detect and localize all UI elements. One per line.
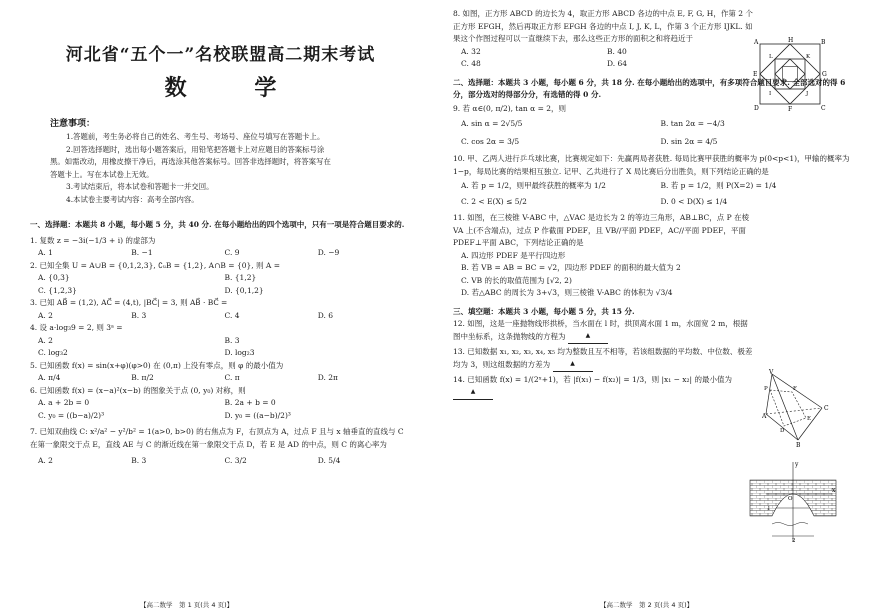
option: B. 3 [131,310,147,320]
vertex-label: D [780,428,785,434]
option: A. 2 [38,456,53,466]
question-options [453,178,860,210]
vertex-label: G [822,71,827,78]
vertex-label: L [769,54,773,60]
option: A. 2 [38,335,53,345]
question-stem: 11. 如图，在三棱锥 V-ABC 中，△VAC 是边长为 2 的等边三角形，AB⊥BC，点 P 在棱 VA 上(不含端点)，过点 P 作截面 PDEF，且 VB//平面 PDEF，AC//平面 PDEF，平面 PDEF⊥平面 ABC，下列结论正确的是 [453,213,750,247]
vertex-label: E [753,71,758,78]
option: D. 0 < D(X) ≤ 1/4 [660,197,728,206]
axis-label: y [795,461,799,468]
option: B. {1,2} [224,273,257,283]
option: A. 四边形 PDEF 是平行四边形 [461,250,566,260]
question-options [30,272,411,297]
option: D. 2π [317,373,338,383]
question-options [453,115,860,151]
answer-blank: ▲ [568,330,608,344]
option: A. 32 [461,46,481,56]
option: D. y₀ = ((a−b)/2)³ [224,410,291,420]
tetrahedron-figure [762,368,832,448]
question-stem: 1. 复数 z = −3i(−1/3 + i) 的虚部为 [30,235,156,245]
question-stem: 3. 已知 AB⃗ = (1,2), AC⃗ = (4,t), |BC⃗| = 3, 则 AB⃗ · BC⃗ = [30,298,228,308]
page-footer: 【高二数学 第 2 页(共 4 页)】 [600,601,694,609]
option: C. 4 [224,310,240,320]
option: C. VB 的长的取值范围为 [√2, 2) [461,275,572,285]
exam-title: 河北省“五个一”名校联盟高二期末考试 [65,45,376,65]
square-ijkl [775,59,805,89]
vertex-label: F [788,106,793,112]
vertex-label: D [754,105,759,112]
question-options [30,455,411,468]
option: C. π [224,373,240,383]
notice-item: 4.本试卷主要考试内容：高考全部内容。 [66,194,199,204]
option: A. sin α = 2√5/5 [461,119,523,128]
option: C. 9 [224,248,240,258]
notice-heading: 注意事项： [50,119,96,129]
question-stem: 4. 设 a·log₃9 = 2, 则 3ᵃ = [30,323,123,333]
option: C. 48 [461,59,481,68]
question-options [30,247,411,260]
option: B. 2a + b = 0 [224,398,276,408]
option: A. 若 p = 1/2，则甲最终获胜的概率为 1/2 [461,181,606,190]
vertex-label: A [762,413,767,420]
vertex-label: B [796,442,801,448]
inner-square [783,67,798,82]
arch-bridge-figure [748,458,838,548]
option: C. log₃2 [38,348,68,358]
question-options [30,397,411,422]
vertex-label: C [821,105,826,112]
question-text: 14. 已知函数 f(x) = 1/(2ˣ+1)，若 |f(x₁) − f(x₂)| = 1/3，则 |x₁ − x₂| 的最小值为 [453,374,732,384]
question-stem: 7. 已知双曲线 C: x²/a² − y²/b² = 1(a>0, b>0) 的右焦点为 F，右顶点为 A，过点 F 且与 x 轴垂直的直线与 C 在第一象限交于点 E，直线 AE 与 C 的渐近线在第一象限交于点 D，若 E 是 AD 的中点，则 C 的离心率为 [30,427,404,449]
option: D. 若△ABC 的周长为 3+√3，则三棱锥 V-ABC 的体积为 √3/4 [461,288,673,297]
option: C. y₀ = ((b−a)/2)³ [38,410,105,420]
option: B. 3 [224,335,240,345]
section-heading: 三、填空题：本题共 3 小题，每小题 5 分，共 15 分. [453,306,635,316]
question-stem: 6. 已知函数 f(x) = (x−a)²(x−b) 的图象关于点 (0, y₀) 对称，则 [30,385,246,395]
notice-item: 2.回答选择题时，选出每小题答案后，用铅笔把答题卡上对应题目的答案标号涂 [66,144,325,154]
question-stem: 2. 已知全集 U = A∪B = {0,1,2,3}, ∁ᵤB = {1,2}, A∩B = {0}, 则 A = [30,260,280,270]
question-stem [453,318,753,344]
question-options [30,310,411,323]
option: D. {0,1,2} [224,285,264,295]
option: B. 若 p = 1/2，则 P(X=2) = 1/4 [660,181,777,190]
answer-blank: ▲ [453,386,493,400]
option: C. 2 < E(X) ≤ 5/2 [461,197,527,206]
question-stem [453,374,753,400]
question-text: 13. 已知数据 x₁, x₂, x₃, x₄, x₅ 均为整数且互不相等，若该组数据的平均数、中位数、极差均为 3，则这组数据的方差为 [453,346,753,369]
question-stem: 5. 已知函数 f(x) = sin(x+φ)(φ>0) 在 (0,π) 上没有零点，则 φ 的最小值为 [30,360,284,370]
option: D. sin 2α = 4/5 [660,137,718,146]
vertex-label: F [793,386,797,392]
vertex-label: K [806,54,811,60]
notice-item: 1.答题前，考生务必将自己的姓名、考生号、考场号、座位号填写在答题卡上。 [66,132,325,141]
subject-title: 数 学 [164,75,307,101]
question-options [30,335,411,360]
notice-item: 黑。如需改动，用橡皮擦干净后，再选涂其他答案标号。回答非选择题时，将答案写在 [50,157,331,167]
question-stem [453,346,753,372]
question-options [453,46,753,71]
vertex-label: A [754,39,759,46]
question-options [30,372,411,385]
inner-square [775,59,805,89]
question-text: 12. 如图，这是一座抛物线形拱桥，当水面在 l 时，拱顶离水面 1 m，水面宽 2 m，根据图中坐标系，这条抛物线的方程为 [453,318,748,341]
option: D. 64 [607,59,628,68]
notice-item: 3.考试结束后，将本试卷和答题卡一并交回。 [66,182,214,192]
question-stem: 10. 甲、乙两人进行乒乓球比赛，比赛规定如下：先赢两局者获胜. 每局比赛甲获胜的概率为 p(0<p<1)，甲输的概率为 1−p，每局比赛的结果相互独立. 记甲、乙共进行了 X 局比赛后分出胜负，则下列结论正确的是 [453,154,850,176]
vertex-label: P [764,386,768,392]
option: A. {0,3} [38,273,70,283]
vertex-label: V [769,369,774,376]
axis-label: x [832,487,836,494]
option: B. 40 [607,46,627,56]
vertex-label: E [807,416,812,422]
question-stem: 8. 如图，正方形 ABCD 的边长为 4，取正方形 ABCD 各边的中点 E, F, G, H，作第 2 个正方形 EFGH，然后再取正方形 EFGH 各边的中点 I, J, K, L，作第 3 个正方形 IJKL. 如果这个作图过程可以一直继续下去，那么这些正方形的面积之和将趋近于 [453,9,753,43]
option: D. 5/4 [317,456,341,466]
question-options [453,250,753,300]
option: B. −1 [131,248,153,258]
option: B. tan 2α = −4/3 [660,119,725,128]
section-heading: 一、选择题：本题共 8 小题，每小题 5 分，共 40 分. 在每小题给出的四个选项中，只有一项是符合题目要求的. [30,219,405,229]
vertex-label: J [806,91,809,97]
option: A. π/4 [38,373,61,383]
option: D. log₂3 [224,348,255,358]
option: D. 6 [317,310,334,320]
option: C. cos 2α = 3/5 [461,137,520,146]
width-label: 2 [792,538,796,544]
option: C. 3/2 [224,456,247,466]
option: B. 若 VB = AB = BC = √2，四边形 PDEF 的面积的最大值为 2 [461,263,681,272]
origin-label: O [788,496,793,502]
option: B. π/2 [131,373,154,383]
notice [30,116,411,207]
option: C. {1,2,3} [38,285,77,295]
option: A. 1 [38,248,53,258]
water-label: l [768,506,770,512]
page-footer: 【高二数学 第 1 页(共 4 页)】 [140,601,234,609]
vertex-label: B [821,39,826,46]
option: A. 2 [38,310,53,320]
nested-squares-figure [752,36,828,112]
option: B. 3 [131,456,147,466]
section-heading: 二、选择题：本题共 3 小题，每小题 6 分，共 18 分. 在每小题给出的选项中，有多项符合题目要求. 全部选对的得 6 分，部分选对的得部分分，有选错的得 0 分. [453,77,846,99]
notice-item: 答题卡上。写在本试卷上无效。 [50,169,154,179]
option: A. a + 2b = 0 [38,398,90,408]
vertex-label: I [769,91,772,97]
question-stem: 9. 若 α∈(0, π/2), tan α = 2，则 [453,103,567,113]
answer-blank: ▲ [553,358,593,372]
option: D. −9 [317,248,340,258]
vertex-label: C [824,405,829,412]
vertex-label: H [788,37,794,44]
